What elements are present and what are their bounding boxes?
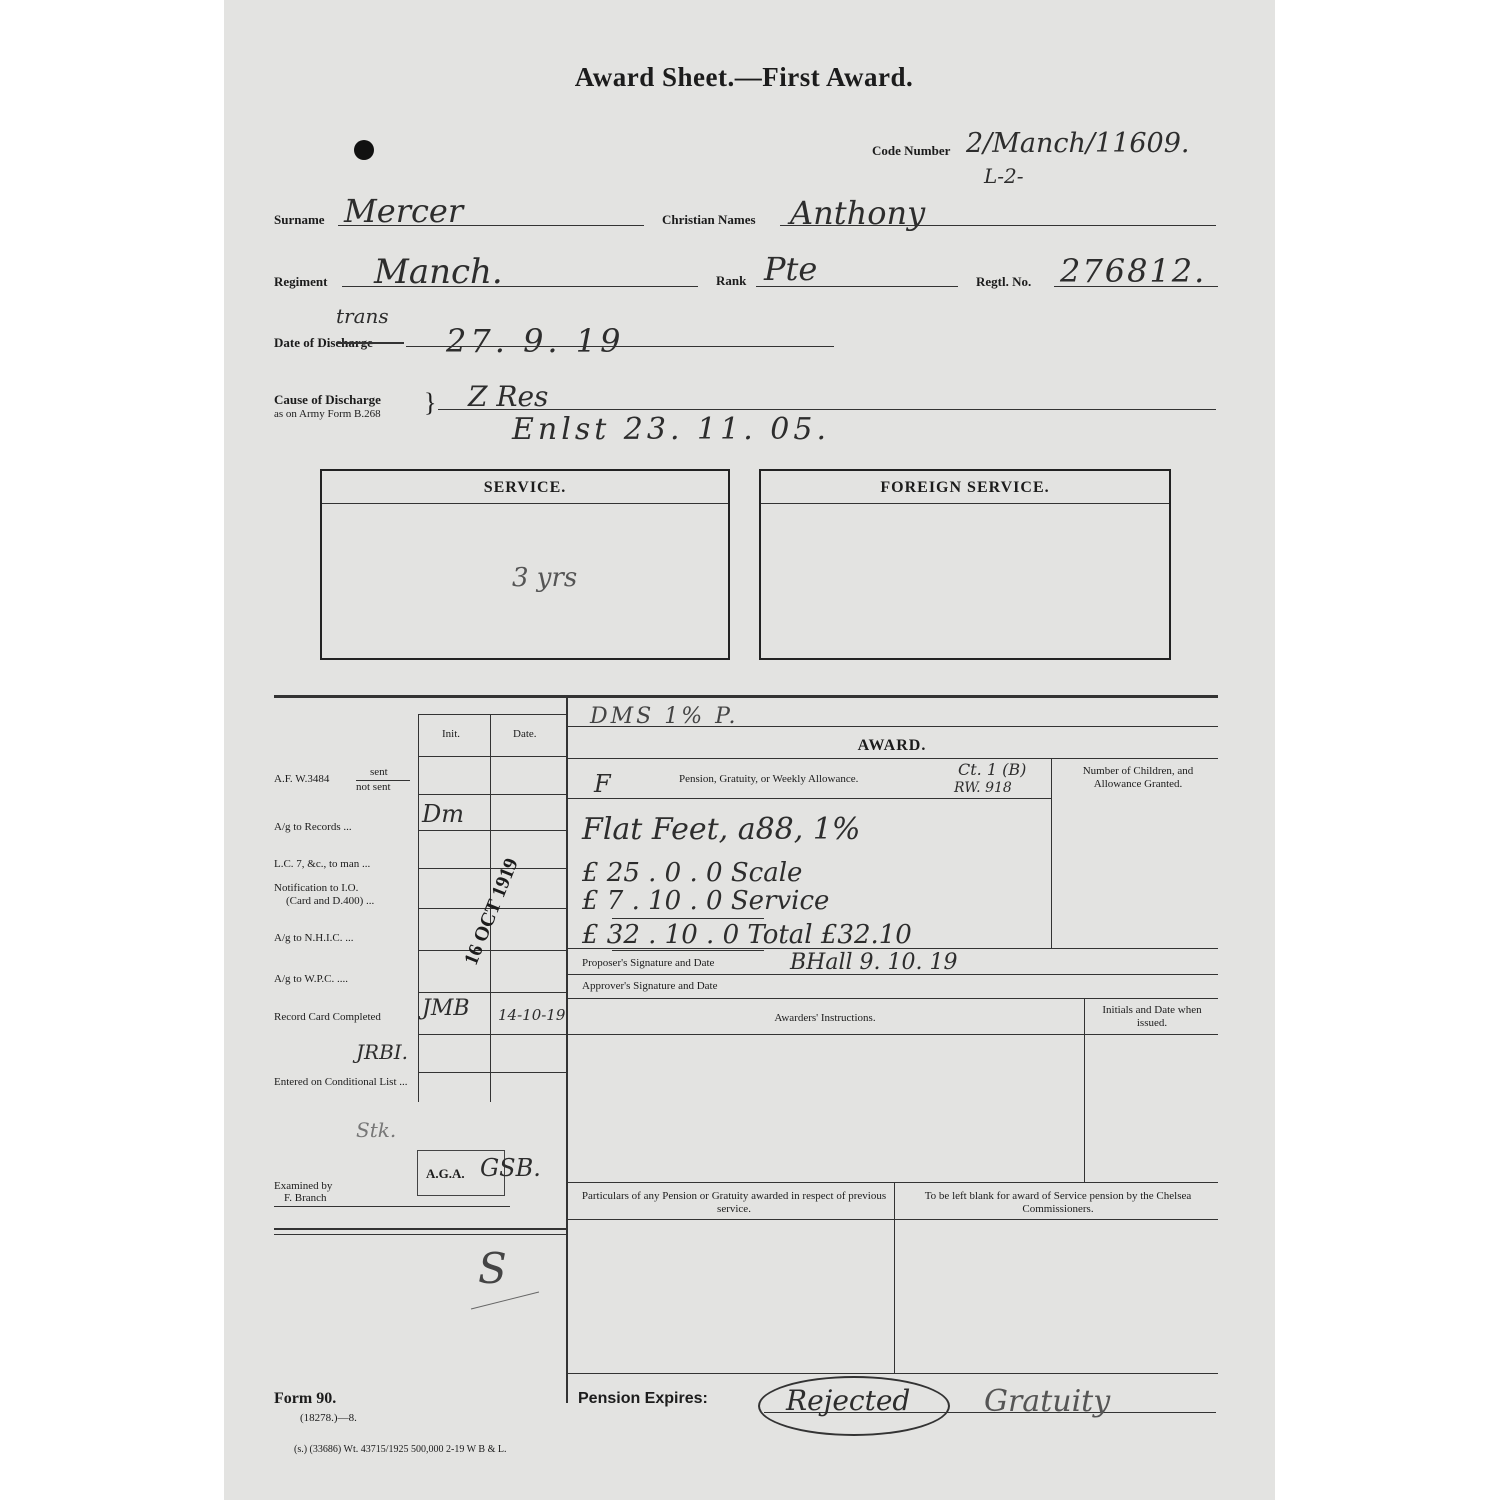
- cause-brace: }: [424, 388, 437, 417]
- form-name: Form 90.: [274, 1390, 337, 1407]
- discharge-line: [406, 346, 834, 347]
- instructions-line: [566, 1034, 1218, 1035]
- award-sheet-paper: [224, 0, 1275, 1500]
- service-box: [320, 469, 730, 660]
- chelsea-label: To be left blank for award of Service pension by the Chelsea Commissioners.: [924, 1190, 1192, 1215]
- printer-line: (s.) (33686) Wt. 43715/1925 500,000 2-19 W B & L.: [294, 1444, 507, 1455]
- left-bottom-rule-2: [274, 1234, 566, 1235]
- left-col-divider-3: [566, 697, 568, 1403]
- code-number-value: 2/Manch/11609.: [966, 128, 1190, 159]
- proposer-value: BHall 9. 10. 19: [790, 950, 958, 975]
- big-s-underline: [471, 1292, 539, 1310]
- award-top-line: [566, 726, 1218, 727]
- regiment-label: Regiment: [274, 274, 328, 289]
- row-notification-label: Notification to I.O.: [274, 882, 359, 894]
- christian-names-label: Christian Names: [662, 212, 756, 227]
- left-row-line-2: [418, 830, 566, 831]
- particulars-top-line: [566, 1182, 1218, 1183]
- pga-mark: F: [594, 770, 611, 798]
- regiment-line: [342, 286, 698, 287]
- approver-label: Approver's Signature and Date: [582, 980, 718, 992]
- discharge-insertion: trans: [336, 304, 389, 328]
- award-line-4: £ 32 . 10 . 0 Total £32.10: [582, 920, 912, 950]
- row-entered-note: JRBI.: [356, 1040, 409, 1064]
- row-lc7-label: L.C. 7, &c., to man ...: [274, 858, 371, 870]
- children-col-divider: [1051, 758, 1052, 948]
- left-header-bottom: [418, 756, 566, 757]
- left-row-line-5: [418, 950, 566, 951]
- foreign-service-heading: FOREIGN SERVICE.: [761, 471, 1169, 504]
- approver-line: [566, 998, 1218, 999]
- page-title: Award Sheet.—First Award.: [574, 62, 914, 92]
- left-header-top: [418, 714, 566, 715]
- cause-value: Z Res: [468, 380, 549, 413]
- regiment-value: Manch.: [374, 252, 503, 292]
- initials-label: Initials and Date when issued.: [1102, 1004, 1202, 1029]
- award-line-3: £ 7 . 10 . 0 Service: [582, 886, 830, 916]
- row-record-card-date: 14-10-19: [498, 1006, 566, 1024]
- proposer-top-line: [566, 948, 1218, 949]
- row-record-card-label: Record Card Completed: [274, 1011, 381, 1023]
- left-row-line-8: [418, 1072, 566, 1073]
- row-wpc-label: A/g to W.P.C. ....: [274, 973, 348, 985]
- section-rule: [274, 695, 1218, 698]
- rejected-stamp: Rejected: [786, 1384, 911, 1417]
- examined-initials: GSB.: [480, 1154, 541, 1182]
- particulars-label: Particulars of any Pension or Gratuity awarded in respect of previous service.: [581, 1190, 887, 1215]
- particulars-bottom-line: [566, 1373, 1218, 1374]
- surname-label: Surname: [274, 212, 325, 227]
- punch-hole: [354, 140, 374, 160]
- form-number: (18278.)—8.: [300, 1412, 357, 1424]
- pension-expires-label: Pension Expires:: [578, 1390, 708, 1407]
- examined-stamp: A.G.A.: [426, 1166, 465, 1181]
- left-row-line-6: [418, 992, 566, 993]
- left-bottom-rule-1: [274, 1228, 566, 1230]
- discharge-label: Date of Discharge: [274, 335, 373, 350]
- rank-value: Pte: [764, 250, 818, 288]
- left-row-line-1: [418, 794, 566, 795]
- init-column-header: Init.: [442, 728, 461, 740]
- examined-label-2: F. Branch: [284, 1192, 327, 1204]
- cause-label: Cause of Discharge: [274, 392, 381, 407]
- examined-line: [274, 1206, 510, 1207]
- code-number-sub: L-2-: [984, 164, 1024, 188]
- award-total-line: [612, 950, 764, 951]
- cause-sublabel: as on Army Form B.268: [274, 408, 381, 420]
- pencil-note: Stk.: [356, 1118, 397, 1142]
- christian-names-line: [780, 225, 1216, 226]
- right-margin: [1275, 0, 1500, 1500]
- row-record-card-init: JMB: [422, 996, 470, 1021]
- left-row-line-3: [418, 868, 566, 869]
- christian-names-value: Anthony: [790, 194, 926, 232]
- left-row-line-7: [418, 1034, 566, 1035]
- pga-label: Pension, Gratuity, or Weekly Allowance.: [679, 773, 859, 785]
- award-heading: AWARD.: [857, 737, 927, 754]
- regtl-no-label: Regtl. No.: [976, 274, 1032, 289]
- proposer-line: [566, 974, 1218, 975]
- code-number-label: Code Number: [872, 143, 951, 158]
- award-line-2: £ 25 . 0 . 0 Scale: [582, 858, 803, 888]
- particulars-line: [566, 1219, 1218, 1220]
- regtl-no-line: [1054, 286, 1218, 287]
- row-nhic-label: A/g to N.H.I.C. ...: [274, 932, 354, 944]
- award-sum-line: [612, 918, 764, 919]
- service-value: 3 yrs: [512, 563, 578, 593]
- row-entered-label: Entered on Conditional List ...: [274, 1076, 408, 1088]
- ref-note-1: Ct. 1 (B): [958, 760, 1027, 779]
- big-s-mark: S: [478, 1244, 507, 1293]
- initials-col-divider: [1084, 998, 1085, 1182]
- enlisted-note: Enlst 23. 11. 05.: [512, 412, 831, 447]
- instructions-label: Awarders' Instructions.: [774, 1012, 876, 1024]
- row-records-init: Dm: [422, 800, 464, 828]
- row-af-sent: sent: [370, 766, 388, 778]
- received-date-stamp: 16 OCT 1919: [460, 855, 523, 969]
- discharge-strike: [336, 342, 404, 344]
- rank-label: Rank: [716, 273, 747, 288]
- particulars-col-divider: [894, 1182, 895, 1374]
- proposer-label: Proposer's Signature and Date: [582, 957, 715, 969]
- row-records-label: A/g to Records ...: [274, 821, 352, 833]
- left-margin: [0, 0, 224, 1500]
- surname-value: Mercer: [344, 192, 464, 230]
- surname-line: [338, 225, 644, 226]
- row-notification-label2: (Card and D.400) ...: [286, 895, 375, 907]
- row-af-label: A.F. W.3484: [274, 773, 330, 785]
- service-heading: SERVICE.: [322, 471, 728, 504]
- pga-line: [566, 798, 1052, 799]
- row-af-not-sent: not sent: [356, 781, 391, 793]
- rank-line: [756, 286, 958, 287]
- date-column-header: Date.: [513, 728, 537, 740]
- ref-note-2: RW. 918: [954, 780, 1012, 796]
- children-label: Number of Children, and Allowance Granted.: [1082, 765, 1194, 790]
- award-heading-line: [566, 758, 1218, 759]
- foreign-service-box: [759, 469, 1171, 660]
- cause-line: [438, 409, 1216, 410]
- examined-label: Examined by: [274, 1180, 333, 1192]
- award-line-1: Flat Feet, a88, 1%: [582, 812, 861, 847]
- gratuity-note: Gratuity: [984, 1384, 1111, 1419]
- award-top-note: DMS 1% P.: [590, 704, 739, 729]
- discharge-value: 27. 9. 19: [446, 322, 625, 360]
- regtl-no-value: 276812.: [1060, 252, 1207, 290]
